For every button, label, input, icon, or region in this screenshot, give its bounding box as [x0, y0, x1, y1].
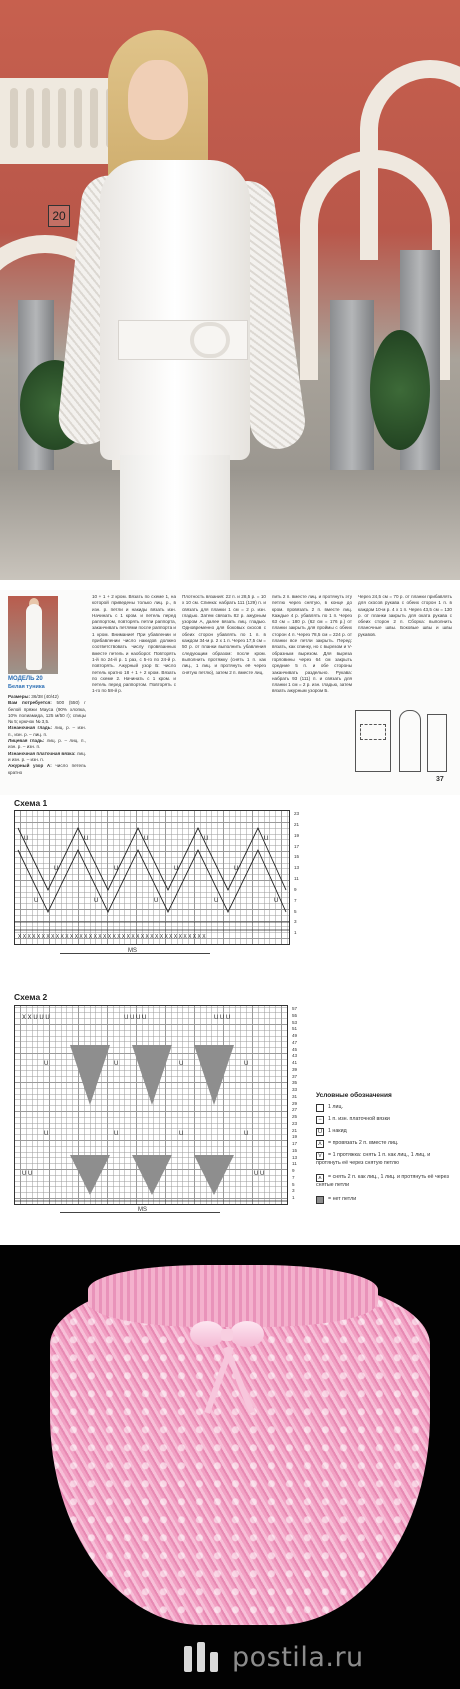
svg-text:X X X X X X X X X X X X X X X: X X X X X X X X X X X X X X X X X X X X X X X X X X X X X X X X X X X X X X X X	[18, 934, 206, 940]
row-number: 21	[294, 821, 300, 827]
svg-text:U: U	[84, 836, 89, 842]
col1-paragraph-label: Размеры:	[8, 694, 30, 699]
instructions-col-4: пить 2 п. вместе лиц. и протянуть эту петлю через снятую, в конце до кром. провязать 2 п. вместе лиц. Каждые 4 р. убавлять по 1 п. Через 63 см = 180 р. (62 см = 176 р.) от планки закрыть для проймы с обеих сторон 4 п. Через 78,5 см = 224 р. от планки все петли закрыть. Перед: вязать, как спинку, но с вырезом и V-образным вырезом. Для выреза горловины через 64 см закрыть средние 5 п. и обе стороны заканчивать раздельно. Рукава: набрать 93 (111) п. и связать для планки 1 см = 2 р. изн. гладью, затем вязать ажурным узором Б.	[272, 594, 352, 694]
row-number: 11	[294, 876, 299, 881]
svg-text:U: U	[54, 866, 59, 872]
legend-item	[316, 1104, 456, 1112]
row-number: 3	[292, 1188, 295, 1194]
col1-paragraph-label: Изнаночная гладь:	[8, 725, 53, 731]
row-number: 5	[292, 1181, 295, 1187]
legend-symbol-icon: ⋎	[317, 1153, 323, 1159]
legend-item	[316, 1128, 456, 1136]
col1-paragraph	[8, 763, 86, 776]
svg-text:U: U	[244, 1061, 249, 1067]
row-number: 45	[292, 1046, 298, 1052]
row-number: 23	[294, 811, 300, 816]
svg-text:U: U	[179, 1061, 184, 1067]
pavement	[0, 470, 460, 580]
scheme-1-symbols	[14, 810, 290, 945]
row-number: 13	[292, 1154, 298, 1160]
col1-paragraph	[8, 700, 86, 725]
svg-text:U: U	[179, 1131, 184, 1137]
model-face	[128, 60, 188, 140]
arch-far-right	[360, 60, 460, 260]
legend-text: 1 лиц.	[328, 1104, 343, 1110]
row-number: 53	[292, 1019, 298, 1025]
col1-paragraph-label: Лицевая гладь:	[8, 738, 45, 744]
row-number: 9	[294, 886, 297, 892]
row-number: 39	[292, 1066, 298, 1072]
magazine-page	[0, 590, 460, 795]
row-number: 11	[292, 1161, 297, 1167]
row-number: 19	[294, 832, 300, 838]
row-number: 7	[292, 1174, 295, 1180]
col1-paragraph	[8, 738, 86, 751]
white-tunic	[100, 160, 250, 460]
row-number: 9	[292, 1168, 295, 1174]
legend-text: = провязать 2 п. вместе лиц.	[328, 1140, 399, 1146]
svg-text:U: U	[114, 1061, 119, 1067]
svg-text:U U: U U	[254, 1171, 265, 1177]
watermark-logo-bar-2	[197, 1642, 205, 1672]
col1-paragraph-text: число петель кратно	[8, 763, 86, 775]
row-number: 31	[292, 1093, 298, 1099]
page-number: 37	[436, 776, 444, 783]
legend-text: 1 накид	[328, 1128, 347, 1134]
svg-text:U: U	[274, 898, 279, 904]
watermark-logo-bar-1	[184, 1646, 192, 1672]
scheme-2-symbols	[14, 1005, 288, 1205]
scheme-2-ms-label: MS	[138, 1207, 147, 1213]
svg-text:U: U	[94, 898, 99, 904]
svg-text:U: U	[114, 866, 119, 872]
row-number: 57	[292, 1006, 298, 1011]
legend-symbol-icon: −	[316, 1116, 324, 1124]
svg-text:U: U	[214, 898, 219, 904]
instructions-col-1	[8, 694, 86, 790]
legend-symbol-icon: U	[317, 1129, 323, 1135]
col1-paragraph-label: Вам потребуется:	[8, 700, 52, 706]
col1-paragraph-text: 36/38 (40/42)	[30, 694, 59, 699]
legend-item	[316, 1116, 456, 1124]
svg-text:U: U	[174, 866, 179, 872]
garment-pattern-drawing	[355, 710, 450, 776]
col1-paragraph-text: лиц. р. – лиц. п., изн. р. – изн. п.	[8, 738, 86, 750]
instructions-col-2: 10 + 1 + 2 кром. Вязать по схеме 1, на которой приведены только лиц. р., в изн. р. петли и накиды вязать изн. Начинать с 1 кром. и петель перед раппортом, повторять петли раппорта, заканчивать петлями после раппорта и 1 кром. Внимание! При убавлении и прибавлении число накидов должно соответствовать числу провязанных вместе петель и наоборот. Повторять 1-й по 24-й р. 1 раз, с 5-го по 24-й р. повторять. Ажурный узор Б: число петель кратно 18 + 1 + 2 кром. Вязать по схеме 2. Начинать с 1 кром. и петель перед раппортом. Повторять с 1-го по 58-й р.	[92, 594, 176, 694]
legend-symbol-icon	[316, 1196, 324, 1204]
pink-crochet-skirt-photo	[0, 1245, 460, 1689]
row-number: 3	[294, 919, 297, 925]
col1-paragraph	[8, 725, 86, 738]
col1-paragraph-label: Изнаночная платочная вязка:	[8, 750, 76, 756]
fashion-photo-white-tunic	[0, 0, 460, 580]
row-number: 21	[292, 1127, 298, 1133]
row-number: 13	[294, 865, 300, 871]
svg-text:U: U	[264, 836, 269, 842]
col1-paragraph-text: лиц. р. – изн. п., изн. р. – лиц. п.	[8, 725, 86, 737]
svg-text:U: U	[234, 866, 239, 872]
row-number: 1	[292, 1195, 295, 1201]
model-subtitle: Белая туника	[8, 684, 45, 690]
row-number: 47	[292, 1039, 298, 1045]
row-number: 17	[294, 843, 300, 849]
legend-item	[316, 1196, 456, 1204]
watermark-logo-bar-3	[210, 1652, 218, 1672]
svg-text:U: U	[24, 836, 29, 842]
svg-text:U: U	[144, 836, 149, 842]
svg-text:U: U	[244, 1131, 249, 1137]
row-number: 5	[294, 908, 297, 914]
svg-text:U: U	[154, 898, 159, 904]
svg-text:U: U	[34, 898, 39, 904]
model-thumbnail	[8, 596, 58, 674]
row-number: 23	[292, 1120, 298, 1126]
row-number: 25	[292, 1114, 298, 1120]
row-number: 41	[292, 1060, 298, 1066]
legend-symbol-icon	[316, 1104, 324, 1112]
legend-item	[316, 1174, 456, 1188]
watermark: postila.ru	[232, 1642, 364, 1673]
svg-text:U: U	[114, 1131, 119, 1137]
instructions-col-3: Плотность вязания: 22 п. и 28,5 р. = 10 х 10 см. Спинка: набрать 111 (129) п. и связать для планки 1 см = 2 р. изн. гладью. Затем связать 82 р. ажурным узором А, далее вязать лиц. гладью. Одновременно для боковых скосов с обеих сторон убавлять по 1 п. в каждом 34-м р. 2 х 1 п. Через 17,5 см = 50 р. от планки выполнить убавления следующим образом: после кром. выполнить протяжку (снять 1 п. как лиц., 1 лиц. и протянуть её через снятую петлю), затем 2 п. вместе лиц.	[182, 594, 266, 675]
belt-buckle	[190, 322, 230, 358]
scheme-2-title: Схема 2	[14, 992, 48, 1002]
legend-item	[316, 1140, 456, 1148]
row-number: 19	[292, 1134, 298, 1140]
col1-paragraph-label: Ажурный узор А:	[8, 763, 52, 769]
row-number: 49	[292, 1033, 298, 1039]
legend-title: Условные обозначения	[316, 1092, 392, 1099]
legend-symbol-icon: ⩚	[316, 1174, 324, 1182]
row-number: 51	[292, 1026, 298, 1032]
row-number: 33	[292, 1087, 298, 1093]
row-number: 1	[294, 930, 297, 936]
legend-item	[316, 1152, 456, 1166]
col1-paragraph-text: 500 (550) г белой пряжи Мауса (90% хлопка, 10% полиамида, 125 м/50 г); спицы № 5; крючок № 3,5.	[8, 700, 86, 725]
white-trousers	[120, 455, 230, 580]
col1-paragraph	[8, 751, 86, 764]
row-number: 43	[292, 1053, 298, 1059]
row-number: 37	[292, 1073, 298, 1079]
row-number: 27	[292, 1107, 298, 1113]
col1-paragraph-text: лиц. и изн. р. – изн. п.	[8, 750, 86, 762]
svg-text:U U: U U	[22, 1171, 33, 1177]
legend-text: = снять 2 п. как лиц., 1 лиц. и протянуть её через снятые петли	[316, 1174, 449, 1188]
model-number-badge: 20	[48, 205, 70, 227]
legend-text: = 1 протяжка: снять 1 п. как лиц., 1 лиц. и протянуть её через снятую петлю	[316, 1152, 431, 1166]
scheme-1-ms-label: MS	[128, 948, 137, 954]
legend-text: 1 п. изн. платочной вязки	[328, 1116, 390, 1122]
svg-text:U: U	[44, 1131, 49, 1137]
row-number: 7	[294, 897, 297, 903]
svg-text:U: U	[204, 836, 209, 842]
plant-right	[370, 330, 430, 450]
scheme-1-title: Схема 1	[14, 798, 48, 808]
svg-text:U: U	[44, 1061, 49, 1067]
svg-text:X X U U U: X X U U U	[22, 1015, 50, 1021]
row-number: 15	[294, 854, 300, 860]
legend-text: = нет петли	[328, 1196, 357, 1202]
model-heading: МОДЕЛЬ 20	[8, 676, 43, 682]
row-number: 15	[292, 1147, 298, 1153]
instructions-col-5: Через 24,5 см = 70 р. от планки прибавлять для скосов рукава с обеих сторон 1 п. в каждом 10-м р. 4 х 1 п. Через 43,5 см = 130 р. от планки закрыть для окатa рукава с обеих сторон 2 п. Сборка: выполнить планочные швы. Боковые швы и швы рукавов.	[358, 594, 452, 637]
svg-text:U U U: U U U	[214, 1015, 231, 1021]
row-number: 29	[292, 1100, 298, 1106]
satin-bow	[190, 1317, 264, 1357]
row-number: 55	[292, 1012, 298, 1018]
legend-symbol-icon: ⋏	[317, 1141, 323, 1147]
row-number: 17	[292, 1141, 298, 1147]
svg-text:U U U U: U U U U	[124, 1015, 147, 1021]
row-number: 35	[292, 1080, 298, 1086]
